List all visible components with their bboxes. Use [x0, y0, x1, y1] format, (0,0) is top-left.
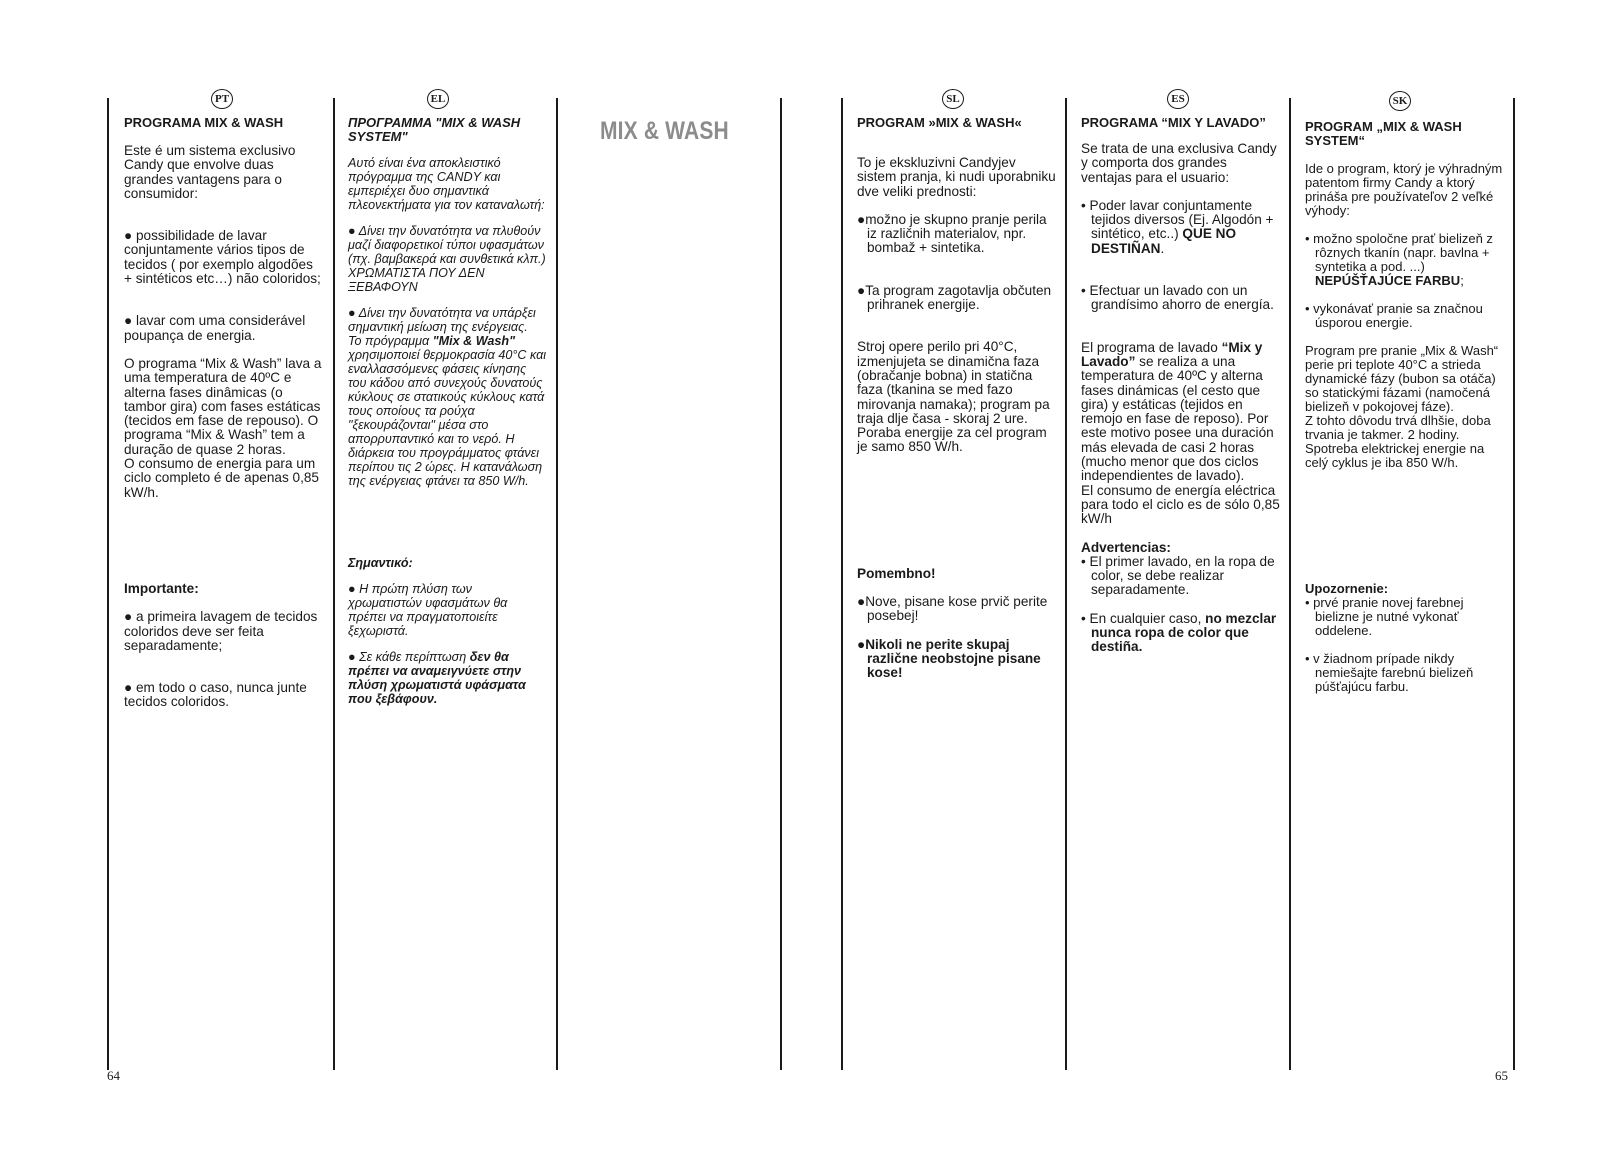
column-divider — [107, 98, 109, 1070]
page-number-left: 64 — [107, 1068, 120, 1083]
warning-item: ●Nove, pisane kose prvič perite posebej! — [857, 594, 1048, 624]
warning-item: • El primer lavado, en la ropa de color, se debe realizar separadamente. — [1081, 553, 1275, 598]
body-text: El programa de lavado “Mix y Lavado” se realiza a una temperatura de 40ºC y alterna fases dinámicas (el cesto que gira) y estáticas (tejidos en remojo en fase de reposo). Por este motivo posee una duración más elevada de casi 2 horas (mucho menor que dos ciclos independientes de lavado). — [1081, 339, 1274, 484]
column-divider — [1513, 98, 1515, 1070]
section-title: ΠΡΟΓΡΑΜΜΑ "MIX & WASH SYSTEM" — [348, 115, 521, 144]
bullet-item: ● Δίνει την δυνατότητα να υπάρξει σημαντική μείωση της ενέργειας. — [348, 306, 536, 334]
bullet-item: • Poder lavar conjuntamente tejidos diversos (Ej. Algodón + sintético, etc..) QUE NO DESTIÑAN. — [1081, 197, 1274, 256]
warning-title: Advertencias: — [1081, 539, 1171, 555]
intro-text: Este é um sistema exclusivo Candy que envolve duas grandes vantagens para o consumidor: — [124, 143, 296, 201]
body-text: Stroj opere perilo pri 40°C, izmenjujeta se dinamična faza (obračanje bobna) in statična faza (tkanina se med fazo mirovanja namaka); program pa traja dlje časa - skoraj 2 ure. Poraba energije za cel program je samo 850 W/h. — [857, 339, 1050, 455]
bullet-item: ● possibilidade de lavar conjuntamente vários tipos de tecidos ( por exemplo algodões + sintéticos etc…) não coloridos; — [124, 228, 321, 287]
column-el — [348, 116, 548, 706]
column-sl — [857, 116, 1057, 681]
language-badge-el: EL — [427, 89, 449, 109]
column-divider — [556, 98, 558, 1070]
column-es — [1081, 116, 1281, 655]
warning-title: Upozornenie: — [1305, 581, 1389, 596]
intro-text: Ide o program, ktorý je výhradným patentom firmy Candy a ktorý prináša pre používateľov 2 veľké výhody: — [1305, 161, 1503, 218]
language-badge-sk: SK — [1389, 91, 1411, 111]
section-title: PROGRAMA MIX & WASH — [124, 115, 284, 130]
column-divider — [780, 98, 782, 1070]
bullet-item: ● lavar com uma considerável poupança de energia. — [124, 313, 306, 343]
bullet-item: ●Ta program zagotavlja občuten prihranek energije. — [857, 282, 1052, 313]
language-badge-sl: SL — [942, 89, 964, 109]
section-title: PROGRAM „MIX & WASH SYSTEM“ — [1305, 119, 1462, 148]
column-divider — [333, 98, 335, 1070]
intro-text: To je ekskluzivni Candyjev sistem pranja, ki nudi uporabniku dve veliki prednosti: — [857, 155, 1056, 199]
bullet-item: ●možno je skupno pranje perila iz različnih materialov, npr. bombaž + sintetika. — [857, 211, 1047, 256]
warning-item: • prvé pranie novej farebnej bielizne je nutné vykonať oddelene. — [1305, 595, 1464, 638]
column-sk — [1305, 120, 1505, 694]
bullet-item: • vykonávať pranie sa značnou úsporou energie. — [1305, 301, 1483, 330]
column-divider — [841, 98, 843, 1070]
column-divider — [1289, 98, 1291, 1070]
column-divider — [1065, 98, 1067, 1070]
language-badge-es: ES — [1167, 89, 1189, 109]
center-title: MIX & WASH — [600, 117, 729, 145]
warning-item: • En cualquier caso, no mezclar nunca ropa de color que destiña. — [1081, 610, 1277, 655]
warning-item: ● Σε κάθε περίπτωση δεν θα πρέπει να αναμειγνύετε στην πλύση χρωματιστά υφάσματα που ξεβάφουν. — [348, 650, 526, 706]
body-text: Z tohto dôvodu trvá dlhšie, doba trvania je takmer. 2 hodiny. — [1305, 413, 1491, 442]
intro-text: Αυτό είναι ένα αποκλειστικό πρόγραμμα της CANDY και εμπεριέχει δυο σημαντικά πλεονεκτήματα για τον καταναλωτή: — [348, 156, 545, 212]
bullet-item: • možno spoločne prať bielizeň z rôznych tkanín (napr. bavlna + syntetika a pod. ...) NEPÚŠŤAJÚCE FARBU; — [1305, 231, 1493, 288]
bullet-item: ● Δίνει την δυνατότητα να πλυθούν μαζί διαφορετικοί τύποι υφασμάτων (πχ. βαμβακερά και συνθετικά κλπ.) ΧΡΩΜΑΤΙΣΤΑ ΠΟΥ ΔΕΝ ΞΕΒΑΦΟΥΝ — [348, 224, 546, 294]
body-text: O consumo de energia para um ciclo completo é de apenas 0,85 kW/h. — [124, 456, 319, 500]
warning-title: Σημαντικό: — [348, 556, 413, 570]
warning-item: ● a primeira lavagem de tecidos coloridos deve ser feita separadamente; — [124, 609, 318, 653]
body-text: Program pre pranie „Mix & Wash“ perie pri teplote 40°C a strieda dynamické fázy (bubon sa otáča) so statickými fázami (namočená bielizeň v pokojovej fáze). — [1305, 343, 1499, 414]
language-badge-pt: PT — [211, 89, 233, 109]
warning-title: Importante: — [124, 580, 199, 596]
warning-item: ● Η πρώτη πλύση των χρωματιστών υφασμάτων θα πρέπει να πραγματοποιείτε ξεχωριστά. — [348, 582, 508, 638]
section-title: PROGRAMA “MIX Y LAVADO” — [1081, 115, 1266, 130]
column-pt — [124, 116, 324, 710]
body-text: Το πρόγραμμα "Mix & Wash" χρησιμοποιεί θερμοκρασία 40°C και εναλλασσόμενες φάσεις κίνησης του κάδου από συνεχούς δυνατούς κύκλους σε στατικούς κύκλους κατά τους οποίους τα ρούχα "ξεκουράζονται" μέσα στο απορρυπαντικό και το νερό. Η διάρκεια του προγράμματος φτάνει περίπου τις 2 ώρες. Η κατανάλωση της ενέργειας φτάνει τα 850 W/h. — [348, 334, 547, 488]
warning-item: • v žiadnom prípade nikdy nemiešajte farebnú bielizeň púšťajúcu farbu. — [1305, 651, 1474, 694]
warning-title: Pomembno! — [857, 565, 936, 581]
intro-text: Se trata de una exclusiva Candy y comporta dos grandes ventajas para el usuario: — [1081, 141, 1277, 185]
body-text: O programa “Mix & Wash” lava a uma temperatura de 40ºC e alterna fases dinâmicas (o tambor gira) com fases estáticas (tecidos em fase de repouso). O programa “Mix & Wash” tem a duração de quase 2 horas. — [124, 355, 322, 457]
bullet-item: • Efectuar un lavado con un grandísimo ahorro de energía. — [1081, 283, 1274, 313]
warning-item: ●Nikoli ne perite skupaj različne neobstojne pisane kose! — [857, 636, 1041, 681]
body-text: Spotreba elektrickej energie na celý cyklus je iba 850 W/h. — [1305, 441, 1485, 470]
body-text: El consumo de energía eléctrica para todo el ciclo es de sólo 0,85 kW/h — [1081, 482, 1280, 527]
page-number-right: 65 — [1495, 1068, 1508, 1083]
warning-item: ● em todo o caso, nunca junte tecidos coloridos. — [124, 680, 307, 710]
section-title: PROGRAM »MIX & WASH« — [857, 115, 1022, 130]
